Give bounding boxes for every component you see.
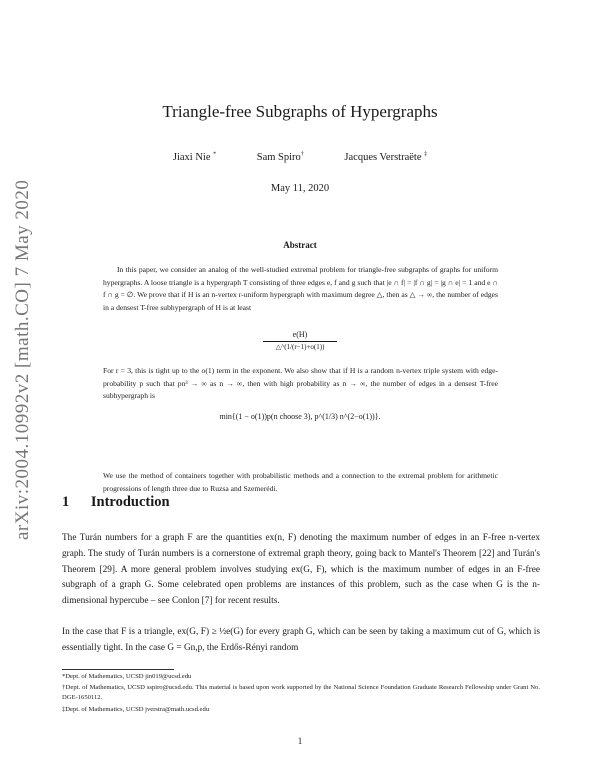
- author-list: [0, 151, 600, 163]
- abstract-heading: Abstract: [283, 240, 317, 250]
- author-2: Sam Spiro†: [256, 151, 304, 163]
- formula-lower-bound: [245, 330, 355, 351]
- abstract-paragraph-3: We use the method of containers together with probabilistic methods and a connection to the extremal problem for arithmetic progressions of length three due to Ruzsa and Szemerédi.: [103, 471, 498, 493]
- page-number: 1: [297, 736, 303, 746]
- paper-date: May 11, 2020: [270, 183, 330, 194]
- paper-title: Triangle-free Subgraphs of Hypergraphs: [162, 102, 438, 121]
- arxiv-identifier: arXiv:2004.10992v2 [math.CO] 7 May 2020: [12, 179, 33, 540]
- formula-denominator: △^(1/(r−1)+o(1)): [275, 343, 325, 351]
- body-paragraph-1: The Turán numbers for a graph F are the quantities ex(n, F) denoting the maximum number of edges in an F-free n-vertex graph. The study of Turán numbers is a cornerstone of extremal graph theory, going back to Mantel's Theorem [22] and Turán's Theorem [29]. A more general problem involves studying ex(G, F), which is the maximum number of edges in an F-free subgraph of a graph G. Some celebrated open problems are instances of this problem, such as the case when G is the n-dimensional hypercube – see Conlon [7] for recent results.: [62, 533, 540, 607]
- footnote-3: ‡Dept. of Mathematics, UCSD jverstra@math.ucsd.edu: [62, 706, 210, 713]
- footnote-divider: [62, 669, 174, 670]
- formula-numerator: e(H): [263, 330, 337, 342]
- abstract-paragraph-1: In this paper, we consider an analog of the well-studied extremal problem for triangle-free subgraphs of graphs for uniform hypergraphs. A loose triangle is a hypergraph T consisting of three edges e, f and g such that |e ∩ f| = |f ∩ g| = |g ∩ e| = 1 and e ∩ f ∩ g = ∅. We prove that if H is an n-vertex r-uniform hypergraph with maximum degree △, then as △ → ∞, the number of edges in a densest T-free subhypergraph of H is at least: [103, 265, 498, 312]
- footnote-2: †Dept. of Mathematics, UCSD sspiro@ucsd.edu. This material is based upon work supported by the National Science Foundation Graduate Research Fellowship under Grant No. DGE-1650112.: [62, 684, 540, 702]
- author-1: Jiaxi Nie *: [172, 151, 217, 163]
- footnote-1: *Dept. of Mathematics, UCSD jin019@ucsd.edu: [62, 673, 192, 680]
- section-heading: [62, 494, 170, 511]
- abstract-paragraph-2: For r = 3, this is tight up to the o(1) term in the exponent. We also show that if H is a random n-vertex triple system with edge-probability p such that pn³ → ∞ as n → ∞, then with high probability as n → ∞, the number of edges in a densest T-free subhypergraph is: [103, 366, 498, 400]
- author-3: Jacques Verstraëte ‡: [344, 151, 428, 163]
- formula-random-triple-system: min{(1 − o(1))p(n choose 3), p^(1/3) n^(2−o(1))}.: [219, 412, 381, 421]
- section-title: Introduction: [90, 494, 170, 510]
- body-paragraph-2: In the case that F is a triangle, ex(G, F) ≥ ½e(G) for every graph G, which can be seen by taking a maximum cut of G, which is essentially tight. In the case G = Gn,p, the Erdős-Rényi random: [62, 627, 540, 653]
- section-number: 1: [62, 494, 70, 510]
